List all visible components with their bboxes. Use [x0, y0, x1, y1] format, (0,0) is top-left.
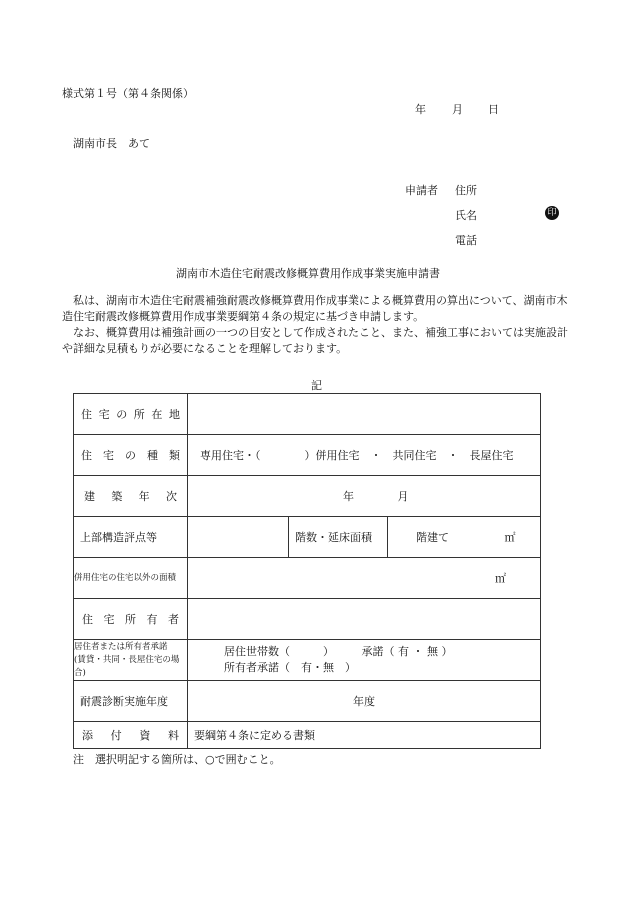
label-non-residential-area: 併用住宅の住宅以外の面積	[74, 558, 188, 599]
structure-score-field[interactable]	[188, 517, 289, 558]
house-owner-field[interactable]	[188, 599, 541, 640]
table-row	[74, 599, 541, 640]
table-row	[74, 517, 541, 558]
table-row	[74, 681, 541, 722]
applicant-name-label: 氏名	[455, 209, 477, 222]
addressee: 湖南市長 あて	[73, 137, 150, 150]
label-attachments: 添 付 資 料	[74, 722, 188, 749]
floors-area-field[interactable]	[388, 517, 541, 558]
owner-consent: 所有者承諾（ 有・無 ）	[224, 661, 356, 674]
non-residential-area-field[interactable]	[188, 558, 541, 599]
form-number: 様式第１号（第４条関係）	[62, 87, 194, 100]
label-resident-consent: 居住者または所有者承諾 (賃貸・共同・長屋住宅の場合)	[74, 640, 188, 681]
construction-year-field[interactable]	[188, 476, 541, 517]
fiscal-year-unit: 年度	[353, 695, 375, 708]
applicant-phone-label: 電話	[455, 234, 477, 247]
label-construction-year: 建 築 年 次	[74, 476, 188, 517]
seismic-diagnosis-year-field[interactable]	[188, 681, 541, 722]
document-title: 湖南市木造住宅耐震改修概算費用作成事業実施申請書	[176, 267, 440, 280]
table-row	[74, 722, 541, 749]
table-row	[74, 435, 541, 476]
floors-unit: 階建て	[416, 531, 449, 544]
application-form-table	[73, 393, 541, 749]
date-day-label: 日	[488, 103, 499, 116]
attachments-value: 要綱第４条に定める書類	[188, 722, 541, 749]
construction-year-unit: 年	[343, 490, 354, 503]
non-residential-area-unit: ㎡	[495, 572, 506, 585]
declaration-paragraph-1: 私は、湖南市木造住宅耐震補強耐震改修概算費用作成事業による概算費用の算出について、湖南市木造住宅耐震改修概算費用作成事業要綱第４条の規定に基づき申請します。	[62, 294, 568, 323]
resident-count-consent: 居住世帯数（ ） 承諾（ 有 ・ 無 ）	[224, 645, 453, 658]
label-house-owner: 住 宅 所 有 者	[74, 599, 188, 640]
ki-heading: 記	[311, 379, 322, 392]
table-row	[74, 394, 541, 435]
date-year-label: 年	[415, 103, 426, 116]
table-row	[74, 558, 541, 599]
seal-mark: 印	[545, 206, 559, 220]
declaration-text	[62, 293, 578, 357]
date-month-label: 月	[452, 103, 463, 116]
label-structure-score: 上部構造評点等	[74, 517, 188, 558]
table-row	[74, 640, 541, 681]
table-row	[74, 476, 541, 517]
house-location-field[interactable]	[188, 394, 541, 435]
applicant-label: 申請者	[405, 184, 438, 197]
construction-month-unit: 月	[397, 490, 409, 503]
area-unit: ㎡	[504, 531, 516, 544]
label-house-type: 住 宅 の 種 類	[74, 435, 188, 476]
applicant-address-label: 住所	[455, 184, 477, 197]
footnote: 注 選択明記する箇所は、○で囲むこと。	[73, 753, 281, 766]
label-seismic-diagnosis-year: 耐震診断実施年度	[74, 681, 188, 722]
label-house-location: 住 宅 の 所 在 地	[74, 394, 188, 435]
house-type-options[interactable]: 専用住宅・（ ）併用住宅 ・ 共同住宅 ・ 長屋住宅	[188, 435, 541, 476]
resident-consent-field[interactable]	[188, 640, 541, 681]
declaration-paragraph-2: なお、概算費用は補強計画の一つの目安として作成されたこと、また、補強工事においては実施設計や詳細な見積もりが必要になることを理解しております。	[62, 326, 568, 355]
label-floors-area: 階数・延床面積	[289, 517, 388, 558]
